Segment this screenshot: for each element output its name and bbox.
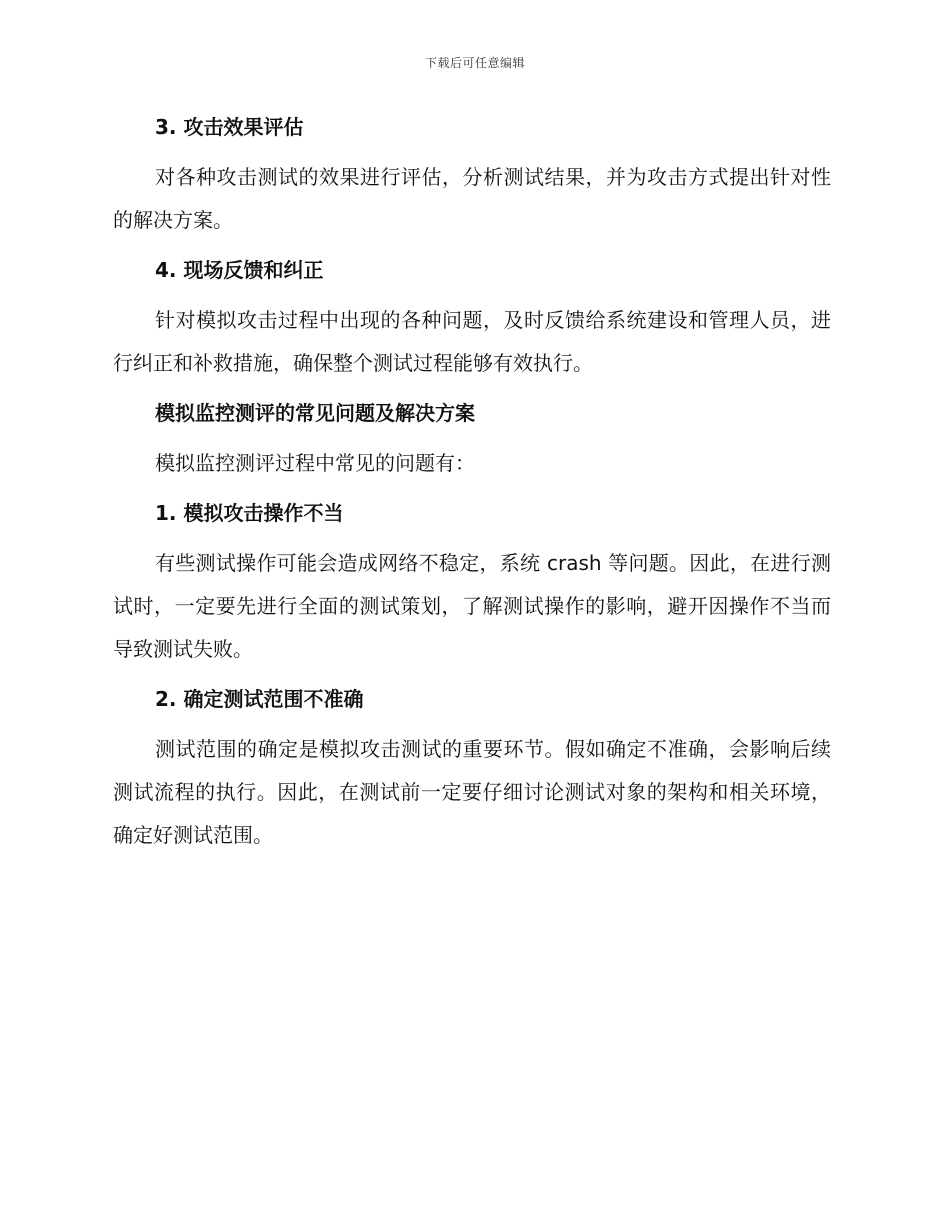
section-heading-attack-evaluation: 3. 攻击效果评估 [155,115,304,139]
paragraph-feedback-correction: 针对模拟攻击过程中出现的各种问题，及时反馈给系统建设和管理人员，进行纠正和补救措施，确保整个测试过程能够有效执行。 [113,308,831,375]
document-body [113,112,831,857]
header-note: 下载后可任意编辑 [424,56,525,70]
paragraph-common-problems-intro: 模拟监控测评过程中常见的问题有： [155,451,475,475]
paragraph-improper-operation: 有些测试操作可能会造成网络不稳定，系统 crash 等问题。因此，在进行测试时，一定要先进行全面的测试策划，了解测试操作的影响，避开因操作不当而导致测试失败。 [113,551,831,661]
section-heading-common-problems: 模拟监控测评的常见问题及解决方案 [155,401,475,425]
paragraph-test-scope: 测试范围的确定是模拟攻击测试的重要环节。假如确定不准确，会影响后续测试流程的执行。因此，在测试前一定要仔细讨论测试对象的架构和相关环境，确定好测试范围。 [113,737,831,847]
section-heading-test-scope: 2. 确定测试范围不准确 [155,687,364,711]
paragraph-attack-evaluation: 对各种攻击测试的效果进行评估，分析测试结果，并为攻击方式提出针对性的解决方案。 [113,165,831,232]
section-heading-improper-operation: 1. 模拟攻击操作不当 [155,501,344,525]
section-heading-feedback-correction: 4. 现场反馈和纠正 [155,258,324,282]
